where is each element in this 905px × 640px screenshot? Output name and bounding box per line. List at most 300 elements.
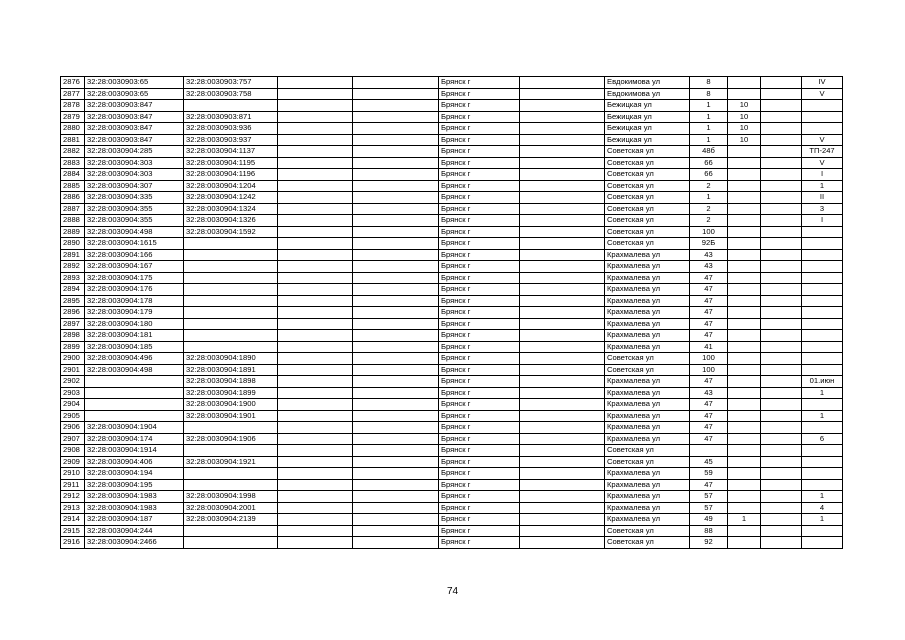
table-cell — [802, 284, 843, 296]
table-cell: 43 — [690, 261, 728, 273]
table-cell — [278, 100, 353, 112]
table-cell — [353, 491, 439, 503]
table-cell: 4 — [802, 502, 843, 514]
table-cell — [728, 238, 761, 250]
table-cell: 2897 — [61, 318, 85, 330]
table-cell — [802, 525, 843, 537]
table-cell — [728, 456, 761, 468]
table-cell — [761, 77, 802, 89]
table-cell — [802, 468, 843, 480]
table-cell — [184, 525, 278, 537]
table-cell: Крахмалева ул — [605, 502, 690, 514]
table-cell: 1 — [690, 100, 728, 112]
table-cell — [278, 215, 353, 227]
table-cell — [520, 284, 605, 296]
table-cell: Брянск г — [439, 272, 520, 284]
table-cell: Советская ул — [605, 215, 690, 227]
table-row — [61, 491, 843, 503]
table-cell: 32:28:0030904:187 — [85, 514, 184, 526]
table-cell — [761, 502, 802, 514]
table-cell — [802, 226, 843, 238]
table-cell: 100 — [690, 226, 728, 238]
table-cell — [520, 364, 605, 376]
table-cell: 2903 — [61, 387, 85, 399]
table-cell: 47 — [690, 284, 728, 296]
table-cell: 2913 — [61, 502, 85, 514]
table-cell: Евдокимова ул — [605, 88, 690, 100]
table-cell: Крахмалева ул — [605, 318, 690, 330]
table-cell — [278, 249, 353, 261]
table-cell: 32:28:0030904:180 — [85, 318, 184, 330]
table-cell — [520, 410, 605, 422]
table-cell — [353, 111, 439, 123]
table-cell — [728, 88, 761, 100]
table-cell: 32:28:0030904:174 — [85, 433, 184, 445]
table-cell — [520, 445, 605, 457]
table-cell — [761, 157, 802, 169]
table-cell: Брянск г — [439, 491, 520, 503]
table-cell — [184, 318, 278, 330]
table-cell — [728, 226, 761, 238]
table-cell: Брянск г — [439, 134, 520, 146]
table-cell: Брянск г — [439, 502, 520, 514]
table-cell — [85, 399, 184, 411]
table-cell — [761, 341, 802, 353]
table-cell: Брянск г — [439, 387, 520, 399]
table-cell: Брянск г — [439, 422, 520, 434]
table-cell — [278, 537, 353, 549]
table-cell: Крахмалева ул — [605, 272, 690, 284]
table-cell — [520, 341, 605, 353]
table-cell: 8 — [690, 88, 728, 100]
table-cell — [353, 445, 439, 457]
table-cell: Крахмалева ул — [605, 330, 690, 342]
table-cell: Брянск г — [439, 88, 520, 100]
table-row — [61, 341, 843, 353]
table-cell — [520, 491, 605, 503]
table-cell — [353, 123, 439, 135]
table-cell: 32:28:0030904:1242 — [184, 192, 278, 204]
table-cell: Советская ул — [605, 456, 690, 468]
table-cell: Брянск г — [439, 249, 520, 261]
table-cell: 2906 — [61, 422, 85, 434]
table-cell — [802, 318, 843, 330]
table-cell: 32:28:0030904:307 — [85, 180, 184, 192]
table-cell — [278, 468, 353, 480]
table-cell: 43 — [690, 387, 728, 399]
table-cell — [278, 525, 353, 537]
table-cell — [728, 479, 761, 491]
table-cell: 2876 — [61, 77, 85, 89]
table-cell: 32:28:0030904:1983 — [85, 491, 184, 503]
table-cell — [802, 399, 843, 411]
table-cell — [353, 433, 439, 445]
table-cell: Советская ул — [605, 203, 690, 215]
table-cell — [761, 468, 802, 480]
table-cell — [802, 295, 843, 307]
table-cell — [728, 422, 761, 434]
table-cell — [802, 364, 843, 376]
table-cell: 32:28:0030904:1906 — [184, 433, 278, 445]
table-cell — [728, 169, 761, 181]
table-cell — [520, 525, 605, 537]
table-cell: 2881 — [61, 134, 85, 146]
table-cell: 57 — [690, 491, 728, 503]
table-cell — [353, 318, 439, 330]
table-cell — [802, 238, 843, 250]
table-cell — [728, 341, 761, 353]
table-row — [61, 502, 843, 514]
table-row — [61, 445, 843, 457]
table-row — [61, 215, 843, 227]
table-cell: 32:28:0030904:1921 — [184, 456, 278, 468]
table-cell — [520, 456, 605, 468]
table-cell — [728, 491, 761, 503]
table-row — [61, 284, 843, 296]
table-cell — [278, 364, 353, 376]
table-cell: 10 — [728, 123, 761, 135]
table-cell: Брянск г — [439, 376, 520, 388]
table-cell — [278, 502, 353, 514]
table-cell — [761, 318, 802, 330]
table-cell: 2902 — [61, 376, 85, 388]
table-cell — [520, 134, 605, 146]
table-cell: Крахмалева ул — [605, 399, 690, 411]
table-row — [61, 100, 843, 112]
table-cell: Брянск г — [439, 203, 520, 215]
table-cell — [353, 238, 439, 250]
table-cell — [353, 295, 439, 307]
table-cell — [278, 169, 353, 181]
table-cell: Брянск г — [439, 353, 520, 365]
table-cell: Советская ул — [605, 525, 690, 537]
table-cell: Брянск г — [439, 456, 520, 468]
table-cell — [761, 134, 802, 146]
table-cell: 41 — [690, 341, 728, 353]
table-cell — [802, 249, 843, 261]
table-cell — [761, 410, 802, 422]
table-cell — [278, 376, 353, 388]
table-cell — [278, 491, 353, 503]
table-cell — [690, 445, 728, 457]
table-cell — [278, 330, 353, 342]
table-cell — [353, 502, 439, 514]
table-cell: Брянск г — [439, 445, 520, 457]
table-cell: Брянск г — [439, 341, 520, 353]
table-cell — [353, 261, 439, 273]
table-cell — [278, 111, 353, 123]
table-cell: 66 — [690, 169, 728, 181]
table-cell: Советская ул — [605, 157, 690, 169]
table-cell: Советская ул — [605, 180, 690, 192]
table-cell: 2889 — [61, 226, 85, 238]
table-cell: Советская ул — [605, 364, 690, 376]
table-cell: Крахмалева ул — [605, 284, 690, 296]
table-cell: 48б — [690, 146, 728, 158]
table-cell — [520, 307, 605, 319]
table-cell: 2894 — [61, 284, 85, 296]
table-cell — [761, 445, 802, 457]
table-cell: 2912 — [61, 491, 85, 503]
table-cell: Брянск г — [439, 192, 520, 204]
table-cell — [520, 215, 605, 227]
table-cell: 2 — [690, 203, 728, 215]
table-cell: Брянск г — [439, 169, 520, 181]
table-cell — [761, 364, 802, 376]
table-cell — [761, 249, 802, 261]
table-cell: 32:28:0030903:758 — [184, 88, 278, 100]
table-cell: 32:28:0030904:179 — [85, 307, 184, 319]
table-cell: 32:28:0030904:2139 — [184, 514, 278, 526]
table-cell — [728, 192, 761, 204]
table-cell: 32:28:0030904:303 — [85, 157, 184, 169]
table-cell — [802, 479, 843, 491]
table-cell — [761, 295, 802, 307]
table-cell — [728, 284, 761, 296]
table-cell: 49 — [690, 514, 728, 526]
table-cell: 1 — [802, 410, 843, 422]
table-cell: 32:28:0030904:355 — [85, 215, 184, 227]
table-cell: II — [802, 192, 843, 204]
table-cell: Крахмалева ул — [605, 249, 690, 261]
table-cell — [353, 353, 439, 365]
table-cell — [728, 433, 761, 445]
table-cell — [184, 249, 278, 261]
table-cell — [802, 123, 843, 135]
table-cell: V — [802, 88, 843, 100]
table-cell: 47 — [690, 318, 728, 330]
table-row — [61, 468, 843, 480]
table-cell: ТП-247 — [802, 146, 843, 158]
table-cell — [761, 123, 802, 135]
table-cell — [761, 111, 802, 123]
table-cell — [520, 226, 605, 238]
table-cell — [520, 479, 605, 491]
table-row — [61, 399, 843, 411]
table-cell: 47 — [690, 422, 728, 434]
table-cell: 32:28:0030904:194 — [85, 468, 184, 480]
table-cell: I — [802, 169, 843, 181]
table-cell — [353, 157, 439, 169]
table-cell: 2908 — [61, 445, 85, 457]
table-cell: 2879 — [61, 111, 85, 123]
table-cell: 2909 — [61, 456, 85, 468]
table-cell: Советская ул — [605, 226, 690, 238]
table-cell — [520, 203, 605, 215]
table-cell — [184, 445, 278, 457]
table-cell — [353, 456, 439, 468]
table-cell — [520, 100, 605, 112]
table-cell — [520, 295, 605, 307]
table-cell: 1 — [802, 180, 843, 192]
table-row — [61, 456, 843, 468]
table-cell: 2910 — [61, 468, 85, 480]
table-cell: 47 — [690, 376, 728, 388]
table-cell: Брянск г — [439, 146, 520, 158]
table-cell: 47 — [690, 433, 728, 445]
table-row — [61, 111, 843, 123]
table-cell: Бежицкая ул — [605, 123, 690, 135]
table-row — [61, 376, 843, 388]
table-cell — [353, 134, 439, 146]
table-cell: 47 — [690, 272, 728, 284]
table-cell: Брянск г — [439, 433, 520, 445]
table-cell: 88 — [690, 525, 728, 537]
table-cell — [520, 330, 605, 342]
table-cell — [520, 146, 605, 158]
table-cell — [520, 433, 605, 445]
table-cell — [728, 180, 761, 192]
table-cell — [761, 399, 802, 411]
table-cell: 32:28:0030903:847 — [85, 123, 184, 135]
table-cell: Крахмалева ул — [605, 410, 690, 422]
table-cell — [278, 456, 353, 468]
table-cell: 32:28:0030904:1914 — [85, 445, 184, 457]
table-cell: 32:28:0030904:335 — [85, 192, 184, 204]
table-row — [61, 353, 843, 365]
registry-table — [60, 76, 843, 549]
table-cell: 32:28:0030904:1890 — [184, 353, 278, 365]
table-cell — [353, 468, 439, 480]
table-cell — [353, 422, 439, 434]
table-cell: 32:28:0030904:1900 — [184, 399, 278, 411]
table-cell: 2904 — [61, 399, 85, 411]
table-cell — [184, 238, 278, 250]
table-row — [61, 88, 843, 100]
table-row — [61, 307, 843, 319]
table-cell: 32:28:0030904:496 — [85, 353, 184, 365]
table-row — [61, 295, 843, 307]
table-cell: Крахмалева ул — [605, 295, 690, 307]
page-number: 74 — [446, 586, 459, 597]
table-cell: Евдокимова ул — [605, 77, 690, 89]
table-cell — [278, 284, 353, 296]
table-cell: 1 — [728, 514, 761, 526]
table-cell — [761, 456, 802, 468]
table-cell: 10 — [728, 111, 761, 123]
table-cell — [761, 238, 802, 250]
table-cell: 32:28:0030904:181 — [85, 330, 184, 342]
table-cell — [728, 376, 761, 388]
table-cell — [353, 376, 439, 388]
table-cell — [761, 307, 802, 319]
table-row — [61, 134, 843, 146]
table-cell — [353, 410, 439, 422]
table-cell: 2 — [690, 215, 728, 227]
table-cell: 32:28:0030904:1901 — [184, 410, 278, 422]
table-cell — [761, 284, 802, 296]
table-cell: Брянск г — [439, 111, 520, 123]
table-row — [61, 123, 843, 135]
table-cell: Брянск г — [439, 525, 520, 537]
table-cell — [802, 330, 843, 342]
table-cell — [728, 203, 761, 215]
table-cell — [278, 134, 353, 146]
table-cell — [184, 295, 278, 307]
table-cell — [802, 456, 843, 468]
table-cell — [520, 169, 605, 181]
table-cell — [278, 157, 353, 169]
table-row — [61, 180, 843, 192]
table-cell: Советская ул — [605, 445, 690, 457]
table-cell — [184, 341, 278, 353]
table-cell — [761, 88, 802, 100]
table-cell: Советская ул — [605, 146, 690, 158]
table-cell — [520, 192, 605, 204]
table-cell: 32:28:0030904:1998 — [184, 491, 278, 503]
table-cell: 32:28:0030904:1898 — [184, 376, 278, 388]
table-cell: 32:28:0030904:498 — [85, 364, 184, 376]
table-cell — [278, 353, 353, 365]
table-cell: Бежицкая ул — [605, 100, 690, 112]
table-cell — [728, 77, 761, 89]
table-cell — [278, 307, 353, 319]
table-cell: 57 — [690, 502, 728, 514]
table-cell — [728, 502, 761, 514]
table-cell: Брянск г — [439, 238, 520, 250]
table-cell — [184, 284, 278, 296]
table-cell: Советская ул — [605, 192, 690, 204]
table-cell — [520, 111, 605, 123]
table-cell: 2887 — [61, 203, 85, 215]
table-cell: 2916 — [61, 537, 85, 549]
table-cell: 2896 — [61, 307, 85, 319]
table-cell — [520, 387, 605, 399]
table-cell — [728, 525, 761, 537]
table-cell — [353, 399, 439, 411]
table-cell — [353, 307, 439, 319]
table-cell: 32:28:0030904:1592 — [184, 226, 278, 238]
table-cell — [278, 422, 353, 434]
table-cell: Брянск г — [439, 261, 520, 273]
table-cell: Крахмалева ул — [605, 307, 690, 319]
table-cell: 32:28:0030904:355 — [85, 203, 184, 215]
table-cell — [761, 215, 802, 227]
table-cell: 32:28:0030904:1983 — [85, 502, 184, 514]
table-cell — [278, 295, 353, 307]
table-cell — [761, 525, 802, 537]
table-cell — [278, 445, 353, 457]
table-row — [61, 261, 843, 273]
table-cell: 66 — [690, 157, 728, 169]
table-cell — [278, 238, 353, 250]
table-cell — [728, 295, 761, 307]
table-cell: 2899 — [61, 341, 85, 353]
table-cell — [278, 399, 353, 411]
table-cell — [353, 272, 439, 284]
table-cell: 100 — [690, 353, 728, 365]
table-cell — [184, 261, 278, 273]
table-cell — [728, 249, 761, 261]
table-cell: Брянск г — [439, 468, 520, 480]
table-cell — [802, 445, 843, 457]
table-cell — [520, 123, 605, 135]
table-cell: 6 — [802, 433, 843, 445]
table-cell: 59 — [690, 468, 728, 480]
table-cell — [761, 272, 802, 284]
table-cell: 47 — [690, 479, 728, 491]
table-cell — [184, 307, 278, 319]
table-cell: 32:28:0030903:847 — [85, 111, 184, 123]
table-cell: 2877 — [61, 88, 85, 100]
table-cell — [278, 192, 353, 204]
table-cell: 32:28:0030904:178 — [85, 295, 184, 307]
table-cell: 32:28:0030904:195 — [85, 479, 184, 491]
table-cell — [761, 180, 802, 192]
table-cell: 32:28:0030904:166 — [85, 249, 184, 261]
table-cell — [353, 100, 439, 112]
table-row — [61, 514, 843, 526]
